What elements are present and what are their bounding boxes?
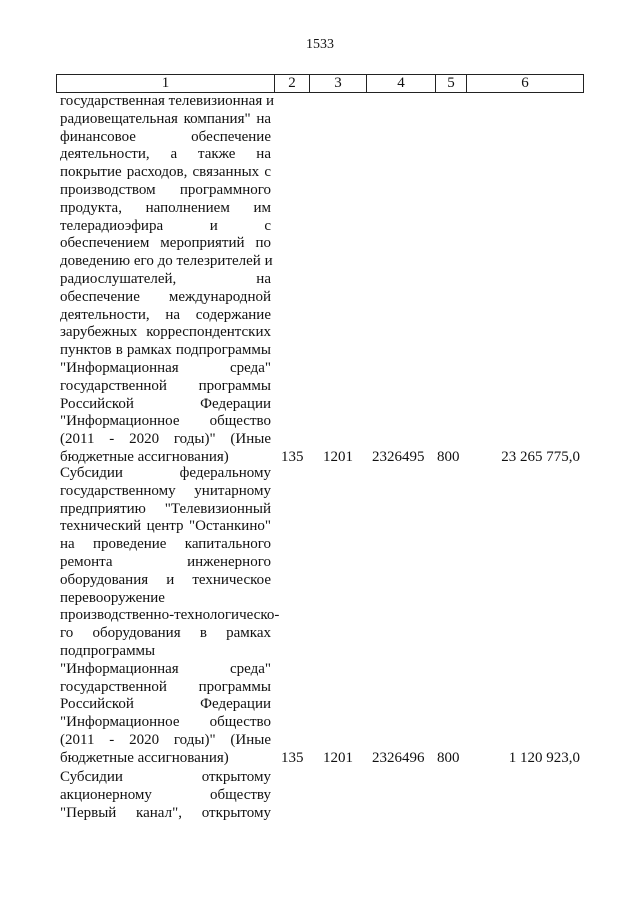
description-line: радиовещательная компания" на bbox=[60, 110, 271, 127]
description-line: Субсидии открытому bbox=[60, 769, 271, 785]
description-line: производственно-технологическо- bbox=[60, 607, 280, 624]
column-header-2: 2 bbox=[275, 75, 310, 93]
description-line: обеспечением мероприятий по bbox=[60, 235, 271, 252]
description-line: обеспечение международной bbox=[60, 288, 271, 305]
description-line: "Информационная среда" bbox=[60, 359, 271, 376]
description-line: технический центр "Останкино" bbox=[60, 518, 271, 535]
column-header-4: 4 bbox=[367, 75, 436, 93]
description-line: "Информационное общество bbox=[60, 413, 271, 430]
description-line: бюджетные ассигнования) bbox=[60, 749, 229, 766]
description-line: Субсидии федеральному bbox=[60, 465, 271, 481]
description-line: на проведение капитального bbox=[60, 536, 271, 553]
row-1-col-6: 23 265 775,0 bbox=[501, 449, 580, 465]
row-1-col-2: 135 bbox=[281, 449, 304, 465]
description-line: зарубежных корреспондентских bbox=[60, 324, 271, 341]
description-line: подпрограммы bbox=[60, 642, 156, 659]
row-1-col-4: 2326495 bbox=[372, 449, 425, 465]
description-line: Российской Федерации bbox=[60, 395, 271, 412]
row-1-description bbox=[60, 93, 274, 467]
column-header-3: 3 bbox=[310, 75, 367, 93]
description-line: предприятию "Телевизионный bbox=[60, 500, 271, 517]
row-1-col-5: 800 bbox=[437, 449, 460, 465]
row-2-description bbox=[60, 465, 280, 768]
row-1-col-3: 1201 bbox=[323, 449, 353, 465]
description-line: оборудования и техническое bbox=[60, 571, 271, 588]
description-line: "Первый канал", открытому bbox=[60, 804, 271, 821]
description-line: (2011 - 2020 годы)" (Иные bbox=[60, 731, 271, 748]
description-line: производством программного bbox=[60, 181, 271, 198]
description-line: государственному унитарному bbox=[60, 482, 271, 499]
description-line: "Информационная среда" bbox=[60, 660, 271, 677]
row-2-col-2: 135 bbox=[281, 750, 304, 766]
description-line: финансовое обеспечение bbox=[60, 128, 271, 145]
column-header-6: 6 bbox=[467, 75, 584, 93]
description-line: бюджетные ассигнования) bbox=[60, 448, 229, 465]
column-header-1: 1 bbox=[57, 75, 275, 93]
description-line: телерадиоэфира и с bbox=[60, 217, 271, 234]
description-line: ремонта инженерного bbox=[60, 553, 271, 570]
description-line: "Информационное общество bbox=[60, 714, 271, 731]
description-line: перевооружение bbox=[60, 589, 165, 606]
description-line: государственной программы bbox=[60, 678, 271, 695]
description-line: деятельности, на содержание bbox=[60, 306, 271, 323]
row-2-col-5: 800 bbox=[437, 750, 460, 766]
page-number: 1533 bbox=[306, 37, 334, 52]
description-line: го оборудования в рамках bbox=[60, 625, 271, 642]
description-line: акционерному обществу bbox=[60, 786, 271, 803]
description-line: деятельности, а также на bbox=[60, 146, 271, 163]
description-line: Российской Федерации bbox=[60, 696, 271, 713]
description-line: пунктов в рамках подпрограммы bbox=[60, 342, 271, 359]
row-2-col-4: 2326496 bbox=[372, 750, 425, 766]
row-3-description bbox=[60, 769, 271, 822]
description-line: покрытие расходов, связанных с bbox=[60, 164, 271, 181]
row-2-col-6: 1 120 923,0 bbox=[508, 750, 580, 766]
column-header-5: 5 bbox=[436, 75, 467, 93]
row-2-col-3: 1201 bbox=[323, 750, 353, 766]
description-line: государственная телевизионная и bbox=[60, 93, 274, 109]
description-line: продукта, наполнением им bbox=[60, 199, 271, 216]
column-header-table bbox=[56, 74, 584, 93]
description-line: (2011 - 2020 годы)" (Иные bbox=[60, 431, 271, 448]
description-line: радиослушателей, на bbox=[60, 270, 271, 287]
description-line: доведению его до телезрителей и bbox=[60, 253, 273, 270]
description-line: государственной программы bbox=[60, 377, 271, 394]
